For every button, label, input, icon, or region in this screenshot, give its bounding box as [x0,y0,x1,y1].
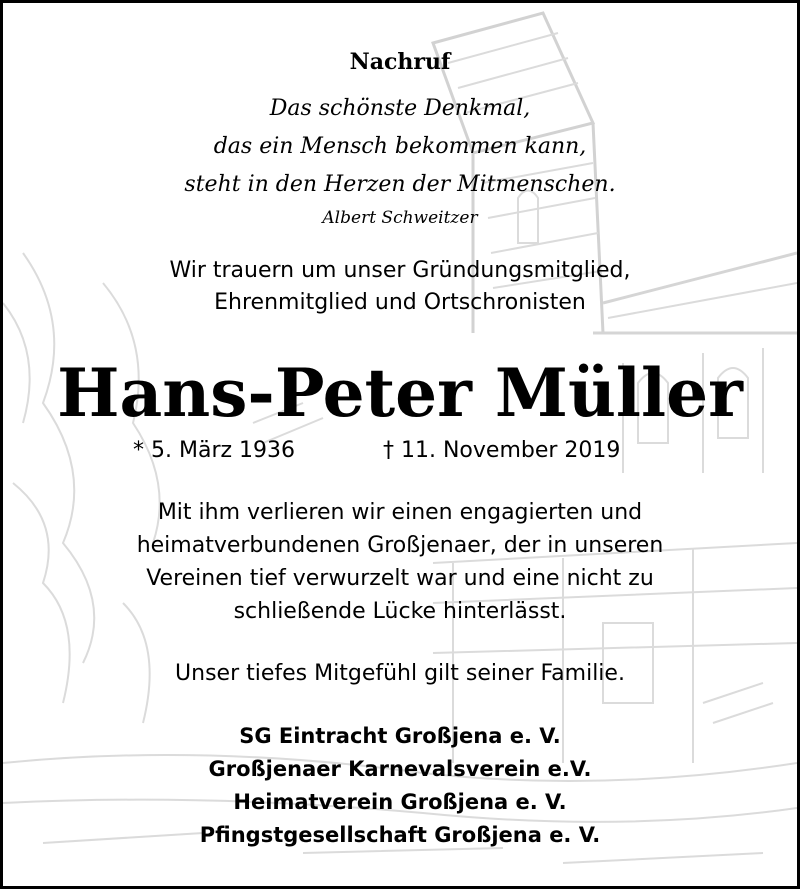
quote-line: das ein Mensch bekommen kann, [213,134,587,159]
body-line: schließende Lücke hinterlässt. [233,599,567,624]
sympathy-line: Unser tiefes Mitgefühl gilt seiner Familie. [175,661,625,686]
quote-line: Das schönste Denkmal, [269,96,531,121]
organization-name: SG Eintracht Großjena e. V. [239,724,561,748]
notice-heading: Nachruf [349,49,451,75]
quote-line: steht in den Herzen der Mitmenschen. [184,172,616,197]
body-line: Mit ihm verlieren wir einen engagierten und [157,500,643,525]
intro-line: Ehrenmitglied und Ortschronisten [214,290,586,315]
body-line: heimatverbundenen Großjenaer, der in unseren [136,533,664,558]
quote-author: Albert Schweitzer [322,208,478,228]
body-line: Vereinen tief verwurzelt war und eine nicht zu [146,566,654,591]
organization-name: Großjenaer Karnevalsverein e.V. [208,757,592,781]
death-date: † 11. November 2019 [383,438,621,463]
deceased-name: Hans-Peter Müller [57,354,743,432]
life-dates [3,436,797,466]
intro-line: Wir trauern um unser Gründungsmitglied, [169,258,631,283]
organization-name: Heimatverein Großjena e. V. [233,790,567,814]
organization-name: Pfingstgesellschaft Großjena e. V. [199,823,601,847]
birth-date: * 5. März 1936 [133,438,296,463]
